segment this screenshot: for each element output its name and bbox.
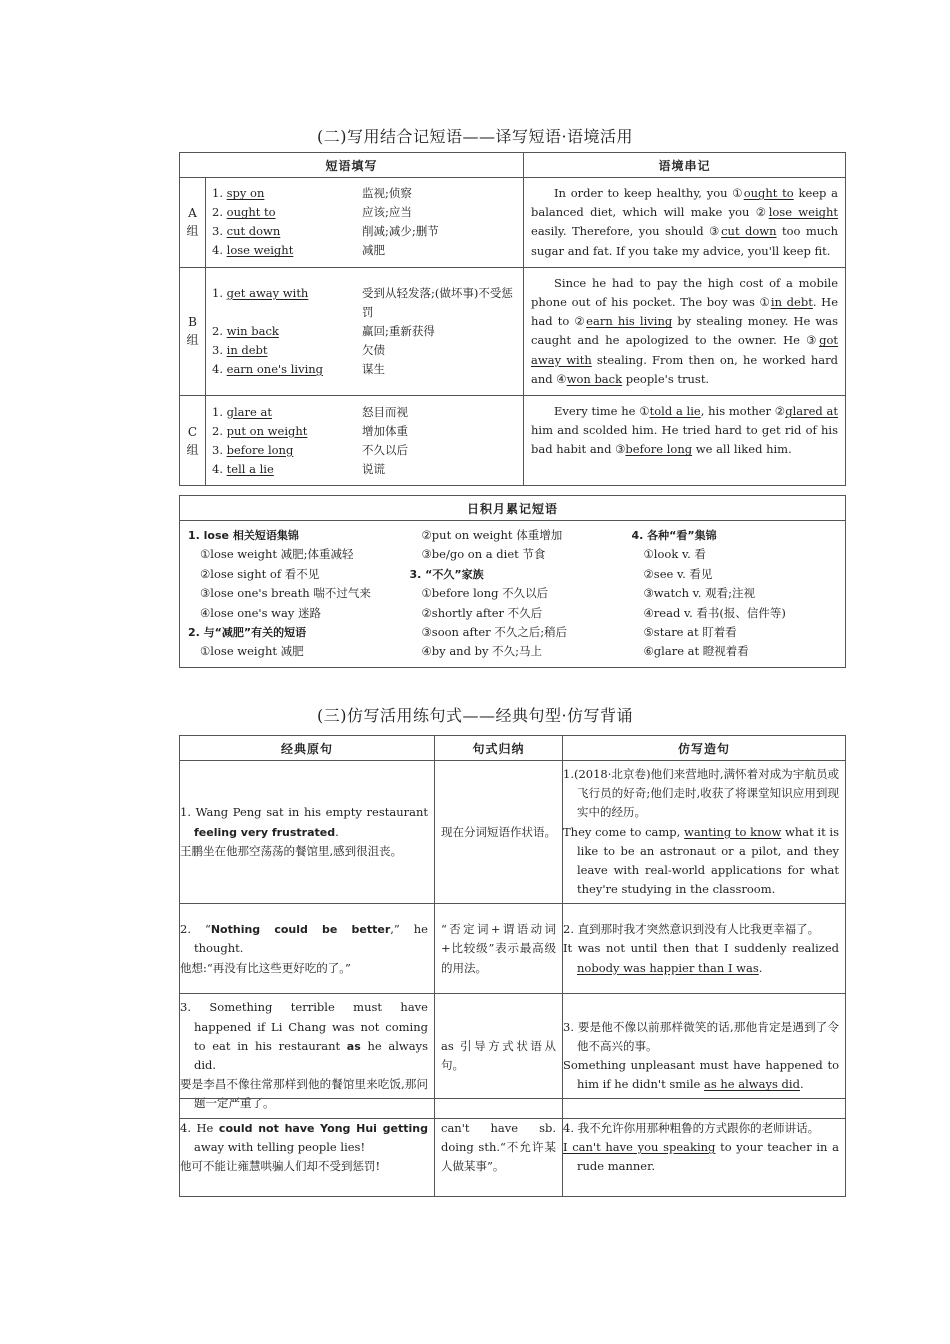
text-run: . <box>335 824 339 839</box>
phrase-english <box>212 322 362 341</box>
text-run: Something unpleasant must have happened to him if he didn't smile <box>563 1058 839 1092</box>
phrase-chinese: 减肥 <box>362 243 385 258</box>
accumulate-item: ②shortly after 不久后 <box>421 605 543 620</box>
phrase-item <box>212 403 517 422</box>
group-row <box>180 267 846 395</box>
text-run: keep a balanced diet, which will make you ② <box>531 186 839 220</box>
imitation-sentence <box>563 904 846 994</box>
original-sentence <box>180 904 435 994</box>
phrase-list <box>206 178 524 268</box>
answer-text: earn his living <box>586 314 673 329</box>
accumulate-item: ③watch v. 观看;注视 <box>643 586 755 601</box>
group-label-char: 组 <box>186 224 199 239</box>
phrase-english <box>212 441 362 460</box>
text-run: people's trust. <box>622 371 710 386</box>
text-run: In order to keep healthy, you ① <box>554 186 744 200</box>
accumulate-column <box>402 521 624 668</box>
accumulate-item: ②lose sight of 看不见 <box>200 566 320 581</box>
text-run: by stealing money. He was caught and he apologized to the owner. He ③ <box>531 314 839 348</box>
phrase-english <box>212 241 362 260</box>
accumulate-item: ⑤stare at 盯着看 <box>643 625 737 640</box>
phrase-answer: lose weight <box>226 243 294 258</box>
text-run: ,” he thought. <box>194 922 428 956</box>
group-label <box>180 178 206 268</box>
text-line <box>563 1119 839 1138</box>
text-line <box>563 823 840 900</box>
phrase-table <box>179 152 846 486</box>
text-run: Every time he ① <box>554 404 650 419</box>
accumulate-item: ③soon after 不久之后;稍后 <box>421 625 568 640</box>
text-run: 3. Something terrible must have happened if Li Chang was not coming to eat in his restaurant <box>180 1000 428 1053</box>
text-line <box>180 998 428 1075</box>
phrase-number: 2. <box>212 205 227 220</box>
accumulate-heading-text: 2. 与“减肥”有关的短语 <box>188 626 307 640</box>
group-label-char: 组 <box>186 333 199 348</box>
original-sentence <box>180 1099 435 1197</box>
phrase-english <box>212 203 362 222</box>
answer-text: ought to <box>743 186 794 200</box>
original-sentence <box>180 761 435 904</box>
phrase-number: 3. <box>212 342 227 357</box>
phrase-item <box>212 441 517 460</box>
text-run: him and scolded him. He tried hard to get rid of his bad habit and ③ <box>531 423 839 457</box>
text-run: . <box>758 960 763 975</box>
text-run: . <box>799 1077 804 1092</box>
text-line <box>180 842 428 861</box>
accumulate-item: ③lose one's breath 喘不过气来 <box>200 586 371 601</box>
phrase-chinese: 不久以后 <box>362 442 408 457</box>
answer-text: got away with <box>531 333 839 367</box>
phrase-chinese: 受到从轻发落;(做坏事)不受惩罚 <box>362 285 513 319</box>
accumulate-item: ③be/go on a diet 节食 <box>421 547 546 562</box>
text-line <box>563 1138 839 1176</box>
accumulate-heading-text: 4. 各种“看”集锦 <box>631 529 717 542</box>
phrase-item <box>212 322 517 341</box>
pattern-summary: can't have sb. doing sth.“不允许某人做某事”。 <box>435 1099 563 1197</box>
phrase-chinese: 增加体重 <box>362 423 408 438</box>
accumulate-item: ④read v. 看书(报、信件等) <box>643 605 786 620</box>
accumulate-heading <box>632 526 838 545</box>
phrase-item <box>212 222 517 241</box>
group-label-char: 组 <box>186 442 199 457</box>
phrase-answer: put on weight <box>226 423 308 438</box>
phrase-answer: glare at <box>226 404 272 419</box>
text-line <box>563 1018 839 1056</box>
phrase-number: 3. <box>212 442 227 457</box>
phrase-chinese: 谋生 <box>362 361 385 376</box>
phrase-chinese: 说谎 <box>362 461 385 476</box>
group-label <box>180 267 206 395</box>
text-run: easily. Therefore, you should ③ <box>531 224 722 239</box>
sentence-table-continued <box>179 1098 846 1197</box>
text-run: 王鹏坐在他那空荡荡的餐馆里,感到很沮丧。 <box>180 843 403 858</box>
accumulate-table <box>179 495 846 668</box>
sentence-row <box>180 761 846 904</box>
answer-text: I can't have you speaking <box>563 1139 716 1154</box>
text-line <box>563 1056 839 1094</box>
text-run: 2. “ <box>180 922 211 937</box>
sentence-table <box>179 735 846 1119</box>
phrase-number: 1. <box>212 285 227 300</box>
phrase-number: 4. <box>212 243 227 258</box>
text-run: They come to camp, <box>563 824 685 839</box>
pattern-summary: “否定词+谓语动词+比较级”表示最高级的用法。 <box>435 904 563 994</box>
text-run: 他可不能让雍慧哄骗人们却不受到惩罚! <box>180 1159 381 1174</box>
text-run: to your teacher in a rude manner. <box>577 1139 839 1174</box>
phrase-item <box>212 184 517 203</box>
accumulate-header: 日积月累记短语 <box>180 496 846 521</box>
phrase-number: 1. <box>212 186 227 201</box>
phrase-answer: spy on <box>226 186 265 201</box>
group-row <box>180 396 846 486</box>
phrase-chinese: 监视;侦察 <box>362 186 412 201</box>
accumulate-column <box>624 521 846 668</box>
text-run: 4. 我不允许你用那种粗鲁的方式跟你的老师讲话。 <box>563 1120 820 1135</box>
phrase-item <box>212 203 517 222</box>
text-run: stealing. From then on, he worked hard and ④ <box>531 352 839 386</box>
group-row <box>180 178 846 268</box>
phrase-english <box>212 360 362 379</box>
answer-text: told a lie <box>649 404 701 419</box>
phrase-english <box>212 422 362 441</box>
pattern-summary: as 引导方式状语从句。 <box>435 994 563 1118</box>
phrase-answer: get away with <box>226 285 309 300</box>
phrase-list <box>206 267 524 395</box>
context-passage <box>524 267 846 395</box>
text-run: 1.(2018·北京卷)他们来营地时,满怀着对成为宇航员或飞行员的好奇;他们走时,收获了将课堂知识应用到现实中的经历。 <box>563 767 839 820</box>
sentence-row <box>180 1099 846 1197</box>
phrase-chinese: 赢回;重新获得 <box>362 323 435 338</box>
phrase-answer: in debt <box>226 342 268 357</box>
phrase-item <box>212 284 517 322</box>
text-line <box>180 1157 428 1176</box>
text-run: what it is like to be an astronaut or a pilot, and they leave with real-world applications for what they're studying in the classroom. <box>577 824 840 897</box>
phrase-chinese: 削减;减少;删节 <box>362 224 439 239</box>
text-run: he always did. <box>194 1038 428 1073</box>
text-run: . He had to ② <box>531 295 839 329</box>
sentence-header-original: 经典原句 <box>180 736 435 761</box>
phrase-item <box>212 241 517 260</box>
phrase-english <box>212 284 362 322</box>
answer-text: cut down <box>721 224 777 239</box>
accumulate-item: ①lose weight 减肥 <box>200 644 304 659</box>
key-phrase: as <box>346 1039 361 1053</box>
text-run: 4. He <box>180 1120 219 1135</box>
phrase-list <box>206 396 524 486</box>
phrase-english <box>212 341 362 360</box>
phrase-answer: before long <box>226 442 294 457</box>
group-label-char: C <box>187 424 198 439</box>
answer-text: nobody was happier than I was <box>577 960 759 975</box>
phrase-answer: cut down <box>226 224 281 239</box>
phrase-english <box>212 184 362 203</box>
phrase-header-left: 短语填写 <box>180 153 524 178</box>
accumulate-column <box>180 521 402 668</box>
accumulate-item: ②put on weight 体重增加 <box>421 528 563 542</box>
accumulate-item: ①look v. 看 <box>643 547 706 562</box>
phrase-chinese: 怒目而视 <box>362 404 408 419</box>
accumulate-item: ②see v. 看见 <box>643 566 713 581</box>
text-run: 3. 要是他不像以前那样微笑的话,那他肯定是遇到了令他不高兴的事。 <box>563 1019 839 1053</box>
text-run: , his mother ② <box>700 404 786 419</box>
phrase-number: 3. <box>212 224 227 239</box>
phrase-chinese: 应该;应当 <box>362 205 412 220</box>
answer-text: in debt <box>770 295 813 310</box>
pattern-summary: 现在分词短语作状语。 <box>435 761 563 904</box>
phrase-number: 2. <box>212 323 227 338</box>
text-run: 他想:“再没有比这些更好吃的了。” <box>180 960 351 975</box>
accumulate-item: ④by and by 不久;马上 <box>421 644 542 659</box>
accumulate-item: ①lose weight 减肥;体重减轻 <box>200 547 354 562</box>
text-run: It was not until then that I suddenly realized <box>563 941 839 956</box>
phrase-number: 4. <box>212 361 227 376</box>
text-run: too much sugar and fat. If you take my advice, you'll keep fit. <box>531 224 838 258</box>
phrase-english <box>212 222 362 241</box>
phrase-item <box>212 422 517 441</box>
section-3-title: (三)仿写活用练句式——经典句型·仿写背诵 <box>316 706 634 725</box>
phrase-answer: earn one's living <box>226 361 324 376</box>
text-line <box>563 920 839 939</box>
text-run: 2. 直到那时我才突然意识到没有人比我更幸福了。 <box>563 922 820 937</box>
phrase-number: 2. <box>212 423 227 438</box>
accumulate-item: ⑥glare at 瞪视着看 <box>643 644 749 659</box>
group-label-char: B <box>188 315 197 330</box>
accumulate-heading-text: 1. lose 相关短语集锦 <box>188 529 299 542</box>
text-line <box>180 803 428 841</box>
text-line <box>180 959 428 978</box>
accumulate-item: ①before long 不久以后 <box>421 586 549 601</box>
text-run: 1. Wang Peng sat in his empty restaurant <box>180 805 428 820</box>
accumulate-heading <box>188 623 394 642</box>
phrase-english <box>212 403 362 422</box>
group-label <box>180 396 206 486</box>
phrase-answer: tell a lie <box>226 461 274 476</box>
answer-text: before long <box>625 442 693 457</box>
accumulate-heading-text: 3. “不久”家族 <box>409 567 484 581</box>
answer-text: wanting to know <box>684 824 782 839</box>
phrase-chinese: 欠债 <box>362 342 385 357</box>
text-run: we all liked him. <box>692 442 792 457</box>
accumulate-item: ④lose one's way 迷路 <box>200 605 321 620</box>
phrase-english <box>212 460 362 479</box>
phrase-item <box>212 360 517 379</box>
accumulate-heading <box>188 526 394 545</box>
context-passage <box>524 396 846 486</box>
text-run: 要是李昌不像往常那样到他的餐馆里来吃饭,那问题一定严重了。 <box>180 1077 428 1111</box>
text-line <box>563 939 839 977</box>
phrase-number: 4. <box>212 461 227 476</box>
phrase-item <box>212 460 517 479</box>
context-passage <box>524 178 846 268</box>
text-run: away with telling people lies! <box>194 1139 366 1154</box>
sentence-row <box>180 904 846 994</box>
imitation-sentence <box>563 1099 846 1197</box>
imitation-sentence <box>563 761 846 904</box>
text-line <box>563 765 839 823</box>
sentence-header-pattern: 句式归纳 <box>435 736 563 761</box>
answer-text: lose weight <box>768 205 839 220</box>
phrase-header-right: 语境串记 <box>524 153 846 178</box>
key-phrase: feeling very frustrated <box>194 825 336 839</box>
phrase-number: 1. <box>212 404 227 419</box>
phrase-item <box>212 341 517 360</box>
key-phrase: Nothing could be better <box>210 923 391 937</box>
section-2-title: (二)写用结合记短语——译写短语·语境活用 <box>316 127 634 146</box>
phrase-answer: win back <box>226 323 279 338</box>
text-run: Since he had to pay the high cost of a mobile phone out of his pocket. The boy was ① <box>531 275 839 310</box>
key-phrase: could not have Yong Hui getting <box>218 1121 428 1135</box>
answer-text: as he always did <box>703 1077 800 1092</box>
sentence-header-imitation: 仿写造句 <box>563 736 846 761</box>
accumulate-heading <box>410 565 616 584</box>
group-label-char: A <box>188 206 197 221</box>
answer-text: won back <box>566 371 623 386</box>
text-line <box>180 1119 428 1157</box>
answer-text: glared at <box>785 404 839 419</box>
phrase-answer: ought to <box>226 205 276 220</box>
text-line <box>180 920 428 958</box>
